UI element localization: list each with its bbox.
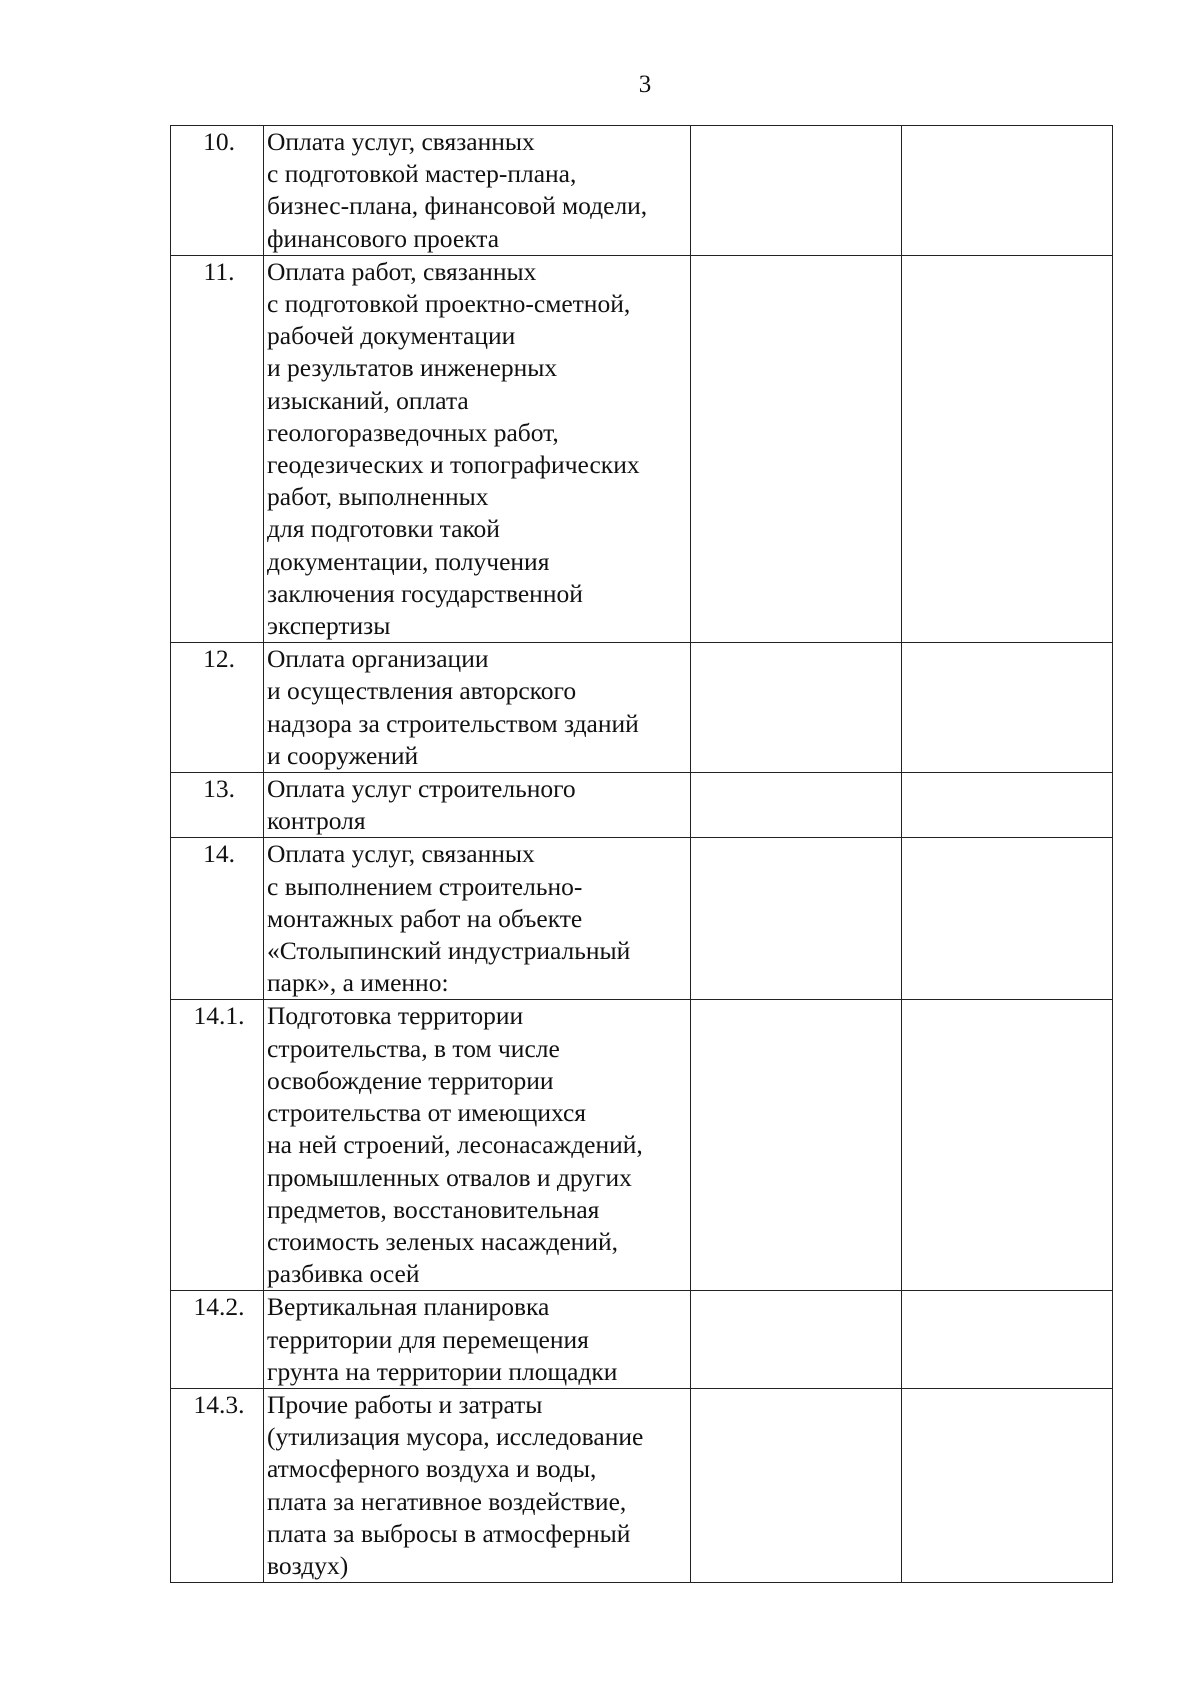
table-row [171,255,1113,642]
row-value-cell-1 [691,255,902,642]
row-value-cell-1 [691,1291,902,1389]
row-value-cell-2 [902,643,1113,773]
row-value-cell-2 [902,255,1113,642]
row-value-cell-2 [902,1388,1113,1582]
row-number: 14.3. [171,1388,264,1582]
row-value-cell-1 [691,773,902,838]
row-number: 14. [171,838,264,1000]
table-row [171,1000,1113,1291]
row-value-cell-2 [902,1000,1113,1291]
row-value-cell-1 [691,838,902,1000]
row-value-cell-2 [902,838,1113,1000]
table-row [171,773,1113,838]
cost-items-table [170,125,1113,1583]
row-value-cell-1 [691,1388,902,1582]
row-description: Оплата услуг, связанных с подготовкой мастер-плана, бизнес-плана, финансовой модели, финансового проекта [264,126,691,256]
row-value-cell-2 [902,773,1113,838]
row-number: 13. [171,773,264,838]
row-description: Оплата услуг строительного контроля [264,773,691,838]
row-number: 10. [171,126,264,256]
row-number: 12. [171,643,264,773]
row-number: 11. [171,255,264,642]
row-description: Подготовка территории строительства, в том числе освобождение территории строительства от имеющихся на ней строений, лесонасаждений, промышленных отвалов и других предметов, восстановительная стоимость зеленых насаждений, разбивка осей [264,1000,691,1291]
table-row [171,643,1113,773]
table-row [171,1388,1113,1582]
table-row [171,1291,1113,1389]
row-value-cell-2 [902,126,1113,256]
row-value-cell-1 [691,1000,902,1291]
row-description: Вертикальная планировка территории для перемещения грунта на территории площадки [264,1291,691,1389]
row-number: 14.1. [171,1000,264,1291]
row-number: 14.2. [171,1291,264,1389]
row-description: Прочие работы и затраты (утилизация мусора, исследование атмосферного воздуха и воды, плата за негативное воздействие, плата за выбросы в атмосферный воздух) [264,1388,691,1582]
table-row [171,126,1113,256]
row-description: Оплата услуг, связанных с выполнением строительно- монтажных работ на объекте «Столыпинский индустриальный парк», а именно: [264,838,691,1000]
page-number: 3 [638,71,652,98]
row-value-cell-1 [691,126,902,256]
row-value-cell-1 [691,643,902,773]
table-row [171,838,1113,1000]
row-description: Оплата организации и осуществления авторского надзора за строительством зданий и сооружений [264,643,691,773]
row-value-cell-2 [902,1291,1113,1389]
row-description: Оплата работ, связанных с подготовкой проектно-сметной, рабочей документации и результатов инженерных изысканий, оплата геологоразведочных работ, геодезических и топографических работ, выполненных для подготовки такой документации, получения заключения государственной экспертизы [264,255,691,642]
